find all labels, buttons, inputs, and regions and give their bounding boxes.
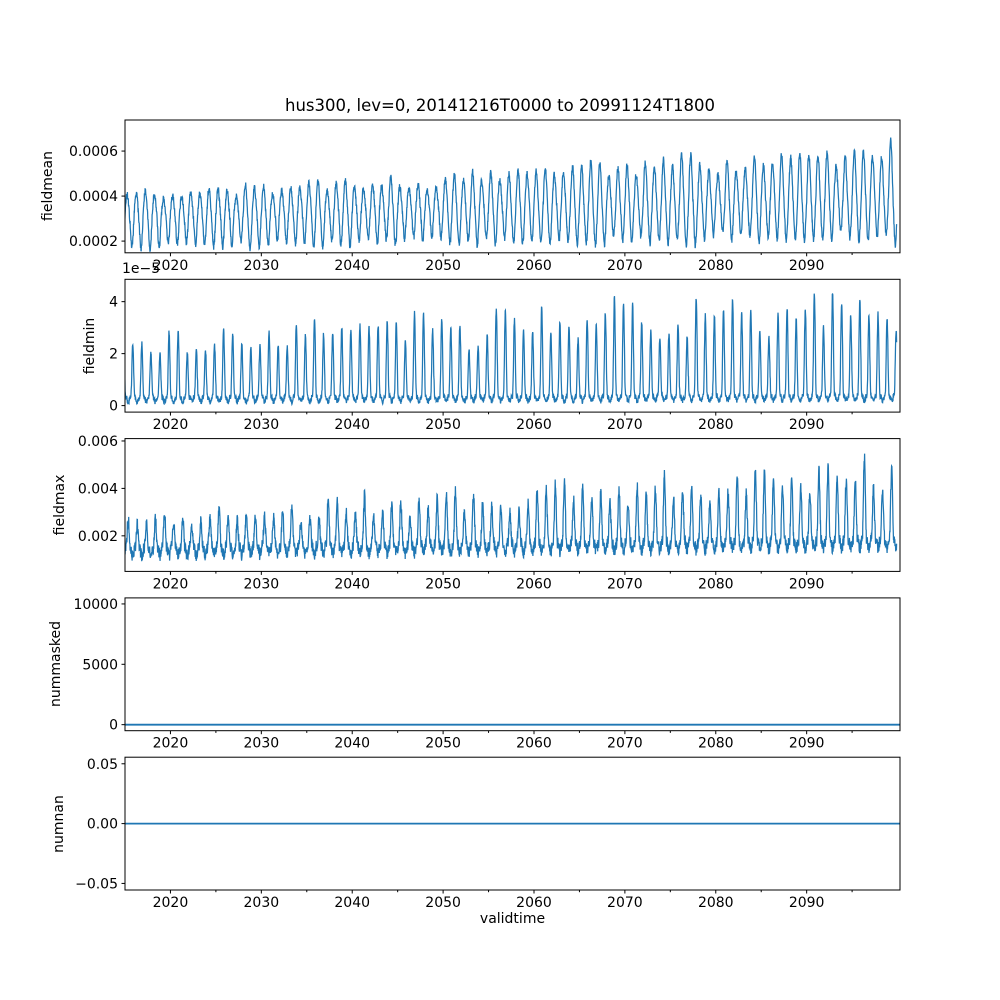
x-tick-label: 2070 <box>607 417 643 434</box>
x-tick-label: 2050 <box>425 257 461 274</box>
x-tick-label: 2060 <box>516 895 552 911</box>
y-tick-label: 0.0006 <box>69 144 118 161</box>
y-tick-label: 5000 <box>82 657 118 674</box>
x-tick-label: 2060 <box>516 735 552 752</box>
y-tick-label: 0.0002 <box>69 234 118 251</box>
series-fieldmax <box>125 454 897 562</box>
panel-fieldmin <box>109 279 900 433</box>
y-tick-label: 0 <box>109 398 118 415</box>
x-tick-label: 2040 <box>334 257 371 274</box>
y-tick-label: 0 <box>109 717 118 734</box>
x-tick-label: 2050 <box>425 895 461 911</box>
x-tick-label: 2080 <box>697 257 734 274</box>
panel-frame <box>125 598 900 731</box>
y-tick-label: 0.004 <box>77 481 118 498</box>
panel-numnan <box>75 757 900 911</box>
y-axis-label-fieldmin: fieldmin <box>82 317 98 374</box>
y-tick-label: 0.006 <box>77 433 118 450</box>
y-axis-label-fieldmax: fieldmax <box>52 474 68 536</box>
series-fieldmean <box>125 138 897 252</box>
x-tick-label: 2020 <box>152 895 189 911</box>
x-tick-label: 2030 <box>243 257 280 274</box>
x-tick-label: 2030 <box>243 417 280 434</box>
y-axis-label-numnan: numnan <box>51 794 67 853</box>
y-axis-offset-text: 1e−5 <box>122 261 161 278</box>
panel-fieldmean <box>69 120 900 274</box>
x-tick-label: 2030 <box>243 576 280 593</box>
x-tick-label: 2090 <box>788 257 825 274</box>
x-tick-label: 2090 <box>788 576 825 593</box>
x-tick-label: 2050 <box>425 417 461 434</box>
x-tick-label: 2070 <box>607 895 643 911</box>
y-axis-label-fieldmean: fieldmean <box>40 151 56 222</box>
x-tick-label: 2050 <box>425 576 461 593</box>
y-tick-label: 0.05 <box>86 756 118 773</box>
y-tick-label: 0.00 <box>86 816 118 833</box>
panel-nummasked <box>73 597 900 752</box>
x-tick-label: 2040 <box>334 895 371 911</box>
y-axis-label-nummasked: nummasked <box>48 621 64 708</box>
x-tick-label: 2080 <box>697 735 734 752</box>
chart-title: hus300, lev=0, 20141216T0000 to 20991124T1800 <box>285 96 715 115</box>
x-tick-label: 2050 <box>425 735 461 752</box>
x-tick-label: 2070 <box>607 257 643 274</box>
x-tick-label: 2040 <box>334 576 371 593</box>
x-tick-label: 2020 <box>152 735 189 752</box>
x-tick-label: 2060 <box>516 417 552 434</box>
x-tick-label: 2020 <box>152 257 189 274</box>
x-tick-label: 2080 <box>697 576 734 593</box>
x-tick-label: 2090 <box>788 895 825 911</box>
panel-fieldmax <box>78 434 900 592</box>
x-tick-label: 2040 <box>334 735 371 752</box>
x-tick-label: 2060 <box>516 576 552 593</box>
x-tick-label: 2030 <box>243 895 280 911</box>
x-tick-label: 2080 <box>697 417 734 434</box>
x-tick-label: 2080 <box>697 895 734 911</box>
x-tick-label: 2090 <box>788 417 825 434</box>
x-tick-label: 2040 <box>334 417 371 434</box>
x-tick-label: 2090 <box>788 735 825 752</box>
y-tick-label: 10000 <box>73 596 118 613</box>
y-tick-label: 0.002 <box>77 528 118 545</box>
x-tick-label: 2020 <box>152 417 189 434</box>
x-tick-label: 2070 <box>607 576 643 593</box>
y-tick-label: −0.05 <box>75 876 118 893</box>
x-tick-label: 2060 <box>516 257 552 274</box>
y-tick-label: 4 <box>109 294 118 311</box>
series-fieldmin <box>125 294 897 405</box>
x-tick-label: 2070 <box>607 735 643 752</box>
y-tick-label: 0.0004 <box>69 189 118 206</box>
x-tick-label: 2020 <box>152 576 189 593</box>
x-axis-label: validtime <box>479 911 546 927</box>
y-tick-label: 2 <box>109 346 118 363</box>
x-tick-label: 2030 <box>243 735 280 752</box>
